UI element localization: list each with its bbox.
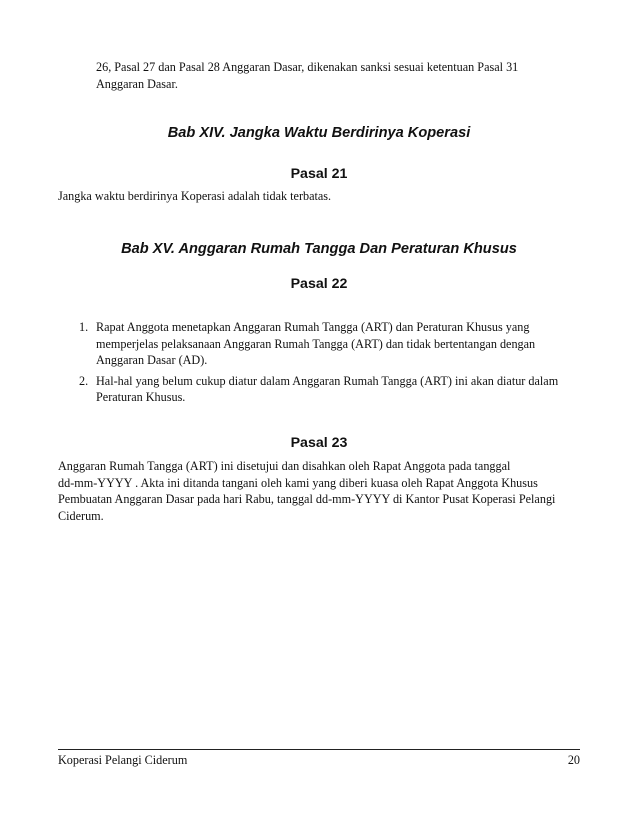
pasal-23-line: Pembuatan Anggaran Dasar pada hari Rabu, tanggal dd-mm-YYYY di Kantor Pusat Koperasi Pelangi <box>58 492 556 506</box>
list-item-line: memperjelas pelaksanaan Anggaran Rumah Tangga (ART) dan tidak bertentangan dengan <box>96 336 536 351</box>
page-number: 20 <box>567 753 580 767</box>
pasal-23-line: Ciderum. <box>58 508 104 523</box>
pasal-23-line: dd-mm-YYYY . Akta ini ditanda tangani oleh kami yang diberi kuasa oleh Rapat Anggota Khusus <box>58 475 538 490</box>
intro-line: Anggaran Dasar. <box>96 76 178 91</box>
pasal-23-heading: Pasal 23 <box>290 435 348 451</box>
pasal-23-paragraph <box>58 458 555 524</box>
pasal-22-list <box>79 319 559 410</box>
pasal-21-heading: Pasal 21 <box>290 166 348 182</box>
bab-xiv-heading: Bab XIV. Jangka Waktu Berdirinya Koperasi <box>167 125 471 141</box>
footer-organization: Koperasi Pelangi Ciderum <box>58 753 188 767</box>
pasal-23-line: Anggaran Rumah Tangga (ART) ini disetujui dan disahkan oleh Rapat Anggota pada tanggal <box>58 459 511 473</box>
list-item-line: Rapat Anggota menetapkan Anggaran Rumah Tangga (ART) dan Peraturan Khusus yang <box>96 320 530 334</box>
intro-paragraph <box>96 59 518 92</box>
list-item-line: Hal-hal yang belum cukup diatur dalam Anggaran Rumah Tangga (ART) ini akan diatur dalam <box>96 373 559 388</box>
list-item <box>79 319 558 369</box>
list-item-number: 1. <box>79 320 89 334</box>
list-item <box>79 373 559 406</box>
pasal-22-heading: Pasal 22 <box>290 276 348 292</box>
list-item-line: Anggaran Dasar (AD). <box>96 353 208 367</box>
pasal-21-text: Jangka waktu berdirinya Koperasi adalah tidak terbatas. <box>58 189 332 203</box>
list-item-number: 2. <box>79 373 89 388</box>
intro-line: 26, Pasal 27 dan Pasal 28 Anggaran Dasar, dikenakan sanksi sesuai ketentuan Pasal 31 <box>96 60 519 74</box>
bab-xv-heading: Bab XV. Anggaran Rumah Tangga Dan Peraturan Khusus <box>121 241 517 257</box>
list-item-line: Peraturan Khusus. <box>96 390 186 404</box>
footer-divider <box>58 749 580 750</box>
